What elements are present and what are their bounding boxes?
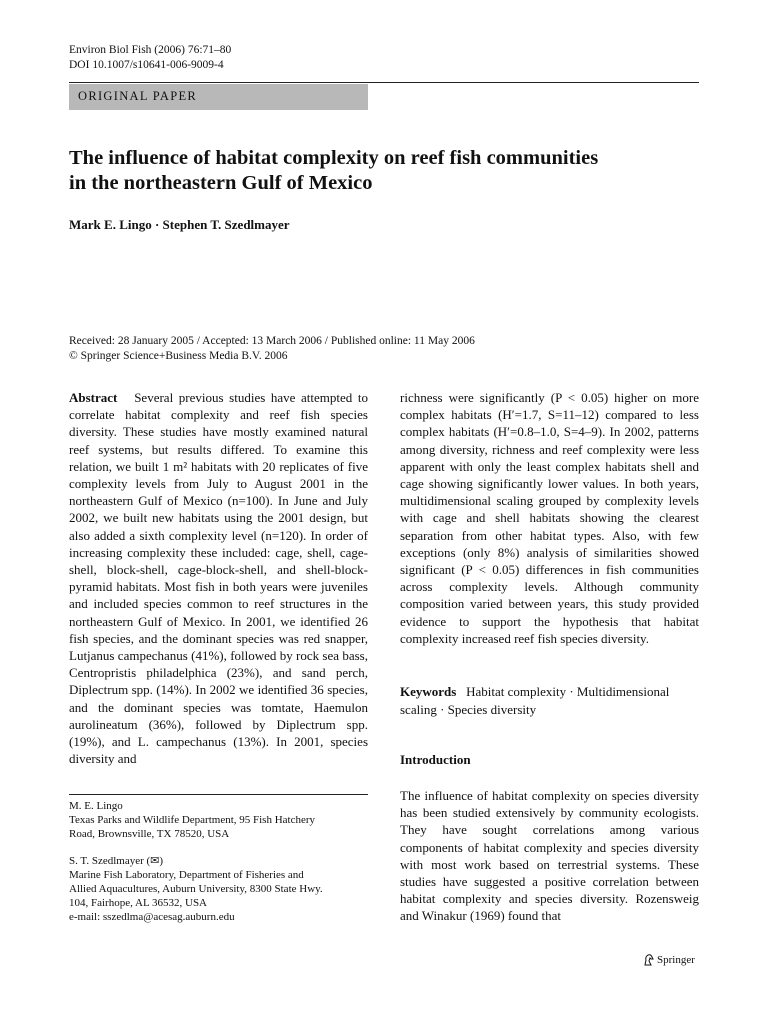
title-line-1: The influence of habitat complexity on reef fish communities — [69, 147, 599, 169]
abstract-label: Abstract — [69, 390, 118, 405]
keywords — [400, 683, 699, 718]
dates-line: Received: 28 January 2005 / Accepted: 13 March 2006 / Published online: 11 May 2006 — [69, 335, 475, 347]
affiliation-2-line-3: 104, Fairhope, AL 36532, USA — [69, 897, 208, 909]
affiliation-2-line-2: Allied Aquacultures, Auburn University, 8300 State Hwy. — [69, 883, 323, 895]
abstract-column-left — [69, 389, 368, 773]
journal-header — [69, 43, 231, 73]
copyright-line: © Springer Science+Business Media B.V. 2006 — [69, 350, 288, 362]
section-band — [69, 84, 368, 110]
introduction-text: The influence of habitat complexity on species diversity has been studied extensively by community ecologists. They have sought correlations among various components of habitat complexity and species diversity with most work based on terrestrial systems. These studies have suggested a positive correlation between habitat complexity and species diversity. Rozensweig and Winakur (1969) found that — [400, 788, 699, 924]
abstract-text: Several previous studies have attempted to correlate habitat complexity and reef fish species diversity. These studies have mostly examined natural reef systems, but results differed. To examine this relation, we built 1 m² habitats with 20 replicates of five complexity levels from July to August 2001 in the northeastern Gulf of Mexico (n=100). In June and July 2002, we built new habitats using the 2001 design, but also added a sixth complexity level (n=120). In order of increasing complexity these included: cage, shell, cage-shell, block-shell, cage-block-shell, and shell-block-pyramid habitats. Most fish in both years were juveniles and included species common to reef structures in the northeastern Gulf of Mexico. In 2001, we identified 26 fish species, and the dominant species was red snapper, Lutjanus campechanus (41%), followed by rock sea bass, Centropristis philadelphica (23%), and sand perch, Diplectrum spp. (14%). In 2002 we identified 36 species, and the dominant species was tomtate, Haemulon aurolineatum (36%), followed by Diplectrum spp. (19%), and L. campechanus (13%). In 2001, species diversity and — [69, 390, 368, 767]
affiliation-2 — [69, 854, 368, 924]
affiliation-1-line-2: Road, Brownsville, TX 78520, USA — [69, 828, 230, 840]
keywords-label: Keywords — [400, 684, 457, 699]
section-band-label: ORIGINAL PAPER — [78, 89, 198, 103]
abstract-column-right — [400, 389, 699, 671]
publisher-name: Springer — [657, 954, 695, 966]
publisher-logo — [643, 954, 695, 966]
affiliation-rule — [69, 794, 368, 795]
keywords-text: Habitat complexity · Multidimensional scaling · Species diversity — [400, 684, 670, 717]
affiliation-1-line-1: Texas Parks and Wildlife Department, 95 Fish Hatchery — [69, 814, 316, 826]
affiliation-1-name: M. E. Lingo — [69, 800, 123, 812]
affiliation-2-name: S. T. Szedlmayer (✉) — [69, 855, 164, 867]
header-rule — [69, 82, 699, 83]
affiliation-1 — [69, 799, 368, 841]
introduction-heading: Introduction — [400, 752, 471, 767]
doi[interactable]: DOI 10.1007/s10641-006-9009-4 — [69, 59, 224, 71]
title-line-2: in the northeastern Gulf of Mexico — [69, 172, 373, 194]
authors: Mark E. Lingo · Stephen T. Szedlmayer — [69, 217, 290, 232]
affiliation-2-email[interactable]: e-mail: sszedlma@acesag.auburn.edu — [69, 911, 235, 923]
affiliation-2-line-1: Marine Fish Laboratory, Department of Fisheries and — [69, 869, 304, 881]
springer-horse-icon — [643, 954, 654, 966]
paper-title — [69, 146, 709, 196]
journal-citation: Environ Biol Fish (2006) 76:71–80 — [69, 44, 232, 56]
publication-dates — [69, 334, 475, 364]
abstract-text-continued: richness were significantly (P < 0.05) higher on more complex habitats (H′=1.7, S=11–12) compared to less complex habitats (H′=0.8–1.0, S=4–9). In 2002, patterns among diversity, richness and reef complexity were less apparent with only the least complex habitats shell and cage showing significantly lower values. In both years, multidimensional scaling grouped by complexity levels with cage and shell habitats showing the clearest separation from other habitat types. Also, with few exceptions (only 8%) analysis of similarities showed significant (P < 0.05) differences in fish communities across complexity levels. Although community composition varied between years, this study provided evidence to support the hypothesis that habitat complexity increased reef fish species diversity. — [400, 390, 699, 646]
